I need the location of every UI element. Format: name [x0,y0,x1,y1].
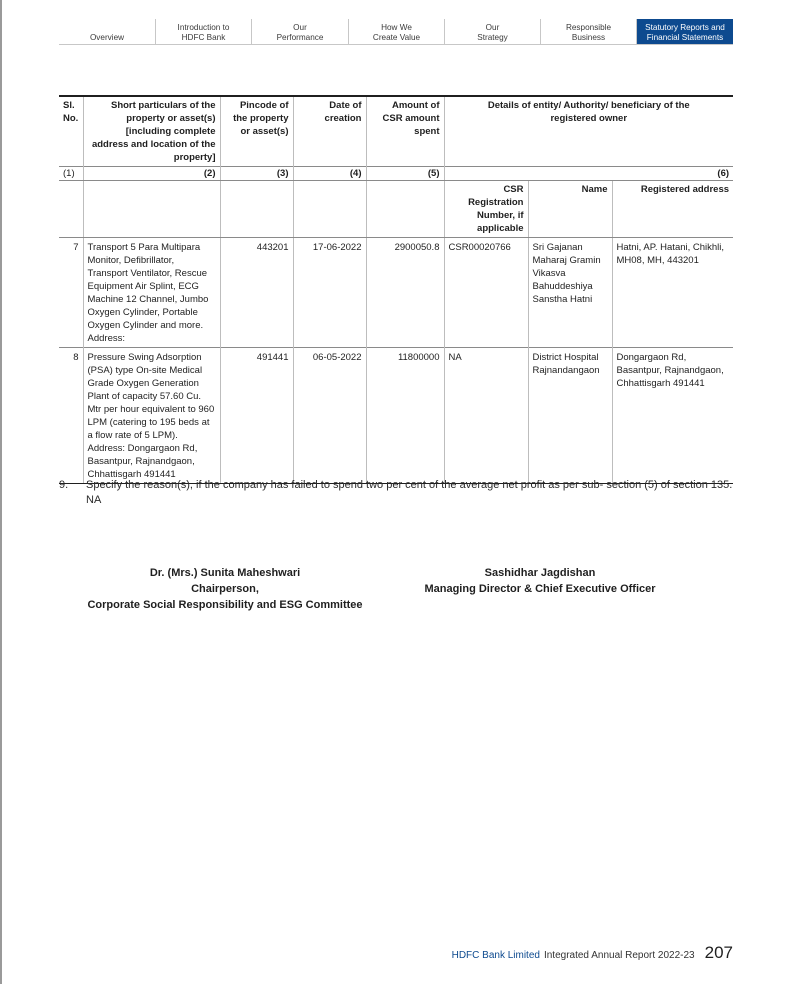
subheader-blank [220,181,293,238]
page-edge-line [0,0,2,984]
subheader-name: Name [528,181,612,238]
subheader-csr-registration: CSR Registration Number, if applicable [444,181,528,238]
signature-block-right [405,565,675,597]
nav-tab-overview[interactable]: Overview [59,19,156,45]
nav-tab-introduction[interactable]: Introduction to HDFC Bank [156,19,252,45]
cell-registered-address: Hatni, AP. Hatani, Chikhli, MH08, MH, 443201 [612,238,733,348]
col-number-6: (6) [444,167,733,181]
cell-date: 17-06-2022 [293,238,366,348]
cell-name: Sri Gajanan Maharaj Gramin Vikasva Bahuddeshiya Sanstha Hatni [528,238,612,348]
footer-brand: HDFC Bank Limited [451,950,540,961]
nav-tab-responsible-business[interactable]: Responsible Business [541,19,637,45]
section-navigation [59,19,733,45]
col-number-2: (2) [83,167,220,181]
subheader-registered-address: Registered address [612,181,733,238]
cell-sl-no: 7 [73,242,79,253]
cell-amount: 11800000 [366,348,444,484]
col-number-3: (3) [220,167,293,181]
col-number-4: (4) [293,167,366,181]
page-number: 207 [704,943,733,962]
cell-amount: 2900050.8 [366,238,444,348]
col-number-5: (5) [366,167,444,181]
header-details: Details of entity/ Authority/ beneficiary of the registered owner [444,96,733,167]
cell-particulars: Pressure Swing Adsorption (PSA) type On-site Medical Grade Oxygen Generation Plant of capacity 57.60 Cu. Mtr per hour equivalent to 960 LPM (catering to 195 beds at a flow rate of 5 LPM). Address: Dongargaon Rd, Basantpur, Rajnandgaon, Chhattisgarh 491441 [83,348,220,484]
cell-particulars: Transport 5 Para Multipara Monitor, Defibrillator, Transport Ventilator, Rescue Equipment Air Splint, ECG Machine 12 Channel, Jumbo Oxygen Cylinder, Portable Oxygen Cylinder and more. Address: [83,238,220,348]
signature-block-left [70,565,380,613]
nav-tab-strategy[interactable]: Our Strategy [445,19,541,45]
table-row [59,348,733,484]
footer-report-title: Integrated Annual Report 2022-23 [543,950,695,961]
cell-pincode: 443201 [220,238,293,348]
cell-registered-address: Dongargaon Rd, Basantpur, Rajnandgaon, Chhattisgarh 491441 [612,348,733,484]
cell-date: 06-05-2022 [293,348,366,484]
cell-sl-no: 8 [59,348,83,484]
note-text: Specify the reason(s), if the company has failed to spend two per cent of the average net profit as per sub- section (5) of section 135. NA [86,479,733,506]
cell-pincode: 491441 [220,348,293,484]
signatory-title: Managing Director & Chief Executive Officer [424,583,656,595]
cell-csr-registration: CSR00020766 [444,238,528,348]
subheader-blank [59,181,83,238]
header-sl-no: Sl. No. [59,96,83,167]
page-footer [452,943,733,963]
note-number: 9. [59,479,69,491]
table-row [59,238,733,348]
header-amount: Amount of CSR amount spent [366,96,444,167]
subheader-blank [366,181,444,238]
signatory-title: Chairperson, [191,583,259,595]
csr-assets-table [59,95,733,484]
nav-tab-create-value[interactable]: How We Create Value [349,19,445,45]
signatory-committee: Corporate Social Responsibility and ESG Committee [87,599,363,611]
header-date: Date of creation [293,96,366,167]
nav-tab-statutory-reports[interactable]: Statutory Reports and Financial Statements [637,19,733,45]
signatory-name: Dr. (Mrs.) Sunita Maheshwari [149,567,301,579]
col-number-1: (1) [59,167,83,181]
nav-tab-performance[interactable]: Our Performance [252,19,349,45]
nav-divider [59,44,733,45]
subheader-blank [293,181,366,238]
subheader-blank [83,181,220,238]
cell-name: District Hospital Rajnandangaon [528,348,612,484]
header-pincode: Pincode of the property or asset(s) [220,96,293,167]
signatory-name: Sashidhar Jagdishan [484,567,596,579]
cell-csr-registration: NA [444,348,528,484]
header-particulars: Short particulars of the property or asset(s) [including complete address and location of the property] [83,96,220,167]
